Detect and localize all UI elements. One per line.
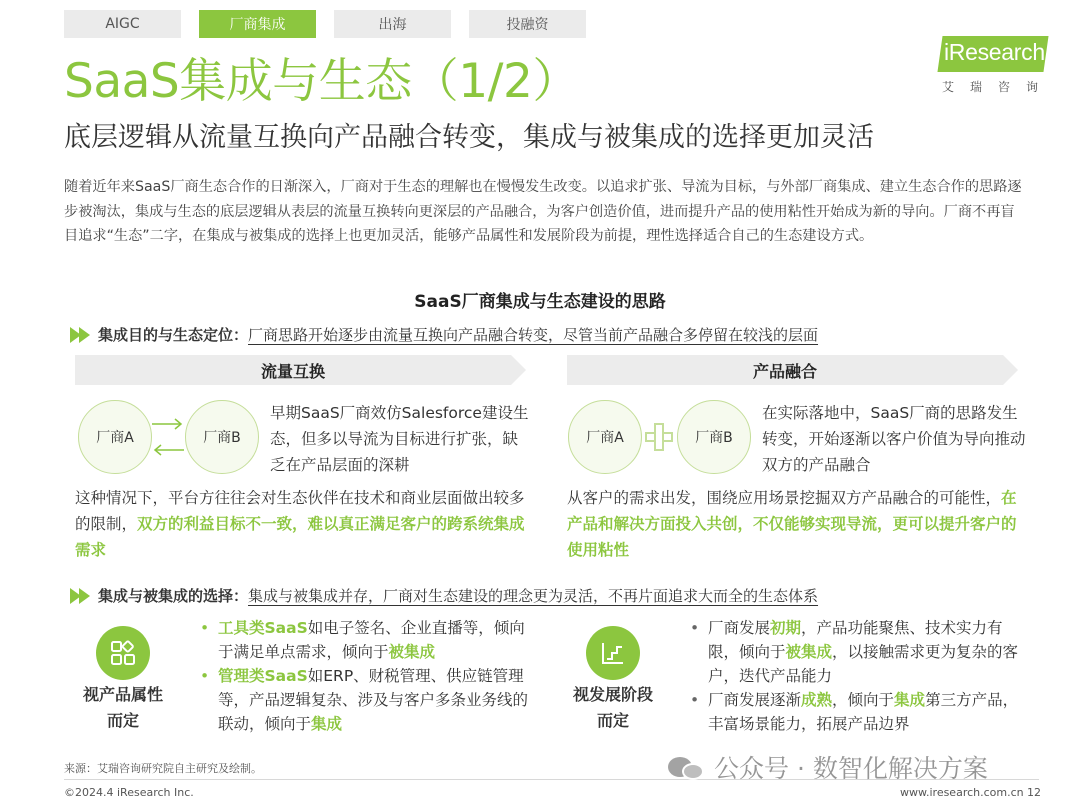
item-highlight: 管理类SaaS: [218, 667, 308, 685]
vendor-b-circle: 厂商B: [185, 400, 259, 474]
logo-cn: [934, 78, 1046, 95]
double-chevron-icon: [70, 327, 88, 343]
double-chevron-icon: [70, 588, 88, 604]
point-goal-desc: 厂商思路开始逐步由流量互换向产品融合转变，尽管当前产品融合多停留在较浅的层面: [248, 326, 819, 344]
item-text: ，以接触需求更为复杂的客户，迭代产品能力: [708, 643, 1019, 685]
point-choice-desc: 集成与被集成并存，厂商对生态建设的理念更为灵活，不再片面追求大而全的生态体系: [248, 587, 819, 605]
copyright: ©2024.4 iResearch Inc.: [64, 786, 194, 799]
point-goal-label: 集成目的与生态定位：: [98, 326, 249, 344]
point-choice-label: 集成与被集成的选择：: [98, 587, 249, 605]
banner-product-fusion: 产品融合: [567, 355, 1003, 385]
vendor-a-circle: 厂商A: [78, 400, 152, 474]
stage-label-line1: 视发展阶段: [572, 685, 653, 704]
wechat-icon: [668, 753, 706, 781]
item-highlight: 初期: [770, 619, 802, 637]
attr-label-line1: 视产品属性: [82, 685, 163, 704]
logo-text: iResearch: [944, 39, 1045, 65]
exchange-arrows-icon: [150, 414, 186, 460]
fusion-side-text: 在实际落地中，SaaS厂商的思路发生转变，开始逐渐以客户价值为导向推动双方的产品融合: [762, 404, 1026, 474]
growth-chart-icon: [586, 626, 640, 680]
stage-label: [558, 682, 668, 734]
item-highlight: 成熟: [801, 691, 833, 709]
item-text: 第三方产品，丰富场景能力，拓展产品边界: [708, 691, 1019, 733]
tab-overseas[interactable]: 出海: [334, 10, 451, 38]
website-url[interactable]: www.iresearch.com.cn: [900, 786, 1024, 799]
item-highlight: 工具类SaaS: [218, 619, 308, 637]
apps-grid-icon: [96, 626, 150, 680]
tab-aigc[interactable]: AIGC: [64, 10, 181, 38]
attr-list: [198, 616, 533, 736]
traffic-bottom-text: [75, 485, 535, 563]
traffic-side-text: 早期SaaS厂商效仿Salesforce建设生态，但多以导流为目标进行扩张，缺乏在产品层面的深耕: [270, 404, 529, 474]
logo-cn-char: 艾: [941, 80, 954, 94]
item-text: ，倾向于: [832, 691, 895, 709]
fusion-bottom-text: [567, 485, 1027, 563]
vendor-a-circle: 厂商A: [568, 400, 642, 474]
traffic-bottom-highlight: 双方的利益目标不一致，难以真正满足客户的跨系统集成需求: [75, 515, 525, 559]
item-text: 如电子签名、企业直播等，倾向于满足单点需求，倾向于: [218, 619, 525, 661]
fusion-bottom-highlight: 在产品和解决方面投入共创，不仅能够实现导流，更可以提升客户的使用粘性: [567, 489, 1017, 559]
logo-cn-char: 询: [1025, 80, 1038, 94]
page-number: 12: [1027, 786, 1041, 799]
item-text: 厂商发展: [708, 619, 771, 637]
watermark: [668, 749, 988, 785]
page-subtitle: 底层逻辑从流量互换向产品融合转变，集成与被集成的选择更加灵活: [64, 122, 874, 153]
source-note: 来源：艾瑞咨询研究院自主研究及绘制。: [64, 762, 262, 775]
list-item: [198, 664, 533, 736]
logo-cn-char: 咨: [997, 80, 1010, 94]
list-item: [198, 616, 533, 664]
tab-vendor-integration[interactable]: 厂商集成: [199, 10, 316, 38]
item-highlight: 被集成: [388, 643, 436, 661]
stage-list: [688, 616, 1028, 736]
iresearch-logo: [934, 36, 1046, 98]
section-title: SaaS厂商集成与生态建设的思路: [414, 292, 666, 312]
page-title: SaaS集成与生态（1/2）: [64, 54, 579, 109]
traffic-bottom-plain: 这种情况下，平台方往往会对生态伙伴在技术和商业层面做出较多的限制，: [75, 489, 525, 533]
logo-cn-char: 瑞: [969, 80, 982, 94]
watermark-text: 公众号 · 数智化解决方案: [714, 754, 988, 783]
fusion-bottom-plain: 从客户的需求出发，围绕应用场景挖掘双方产品融合的可能性，: [567, 489, 1002, 507]
attr-label: [68, 682, 178, 734]
plus-icon: [645, 423, 673, 451]
banner-traffic-exchange: 流量互换: [75, 355, 511, 385]
top-nav: [64, 10, 586, 38]
point-goal: [70, 324, 818, 345]
item-highlight: 集成: [894, 691, 926, 709]
intro-paragraph: 随着近年来SaaS厂商生态合作的日渐深入，厂商对于生态的理解也在慢慢发生改变。以追求扩张、导流为目标，与外部厂商集成、建立生态合作的思路逐步被淘汰，集成与生态的底层逻辑从表层的流量互换转向更深层的产品融合，为客户创造价值，进而提升产品的使用粘性开始成为新的导向。厂商不再盲目追求“生态”二字，在集成与被集成的选择上也更加灵活，能够产品属性和发展阶段为前提，理性选择适合自己的生态建设方式。: [64, 179, 1022, 244]
attr-label-line2: 而定: [106, 711, 139, 730]
list-item: [688, 688, 1028, 736]
vendor-b-circle: 厂商B: [677, 400, 751, 474]
list-item: [688, 616, 1028, 688]
item-highlight: 被集成: [785, 643, 833, 661]
point-choice: [70, 585, 818, 606]
item-text: 如ERP、财税管理、供应链管理等，产品逻辑复杂、涉及与客户多条业务线的联动，倾向于: [218, 667, 529, 733]
stage-label-line2: 而定: [596, 711, 629, 730]
item-text: 厂商发展逐渐: [708, 691, 802, 709]
item-text: ，产品功能聚焦、技术实力有限，倾向于: [708, 619, 1003, 661]
item-highlight: 集成: [311, 715, 343, 733]
tab-investment[interactable]: 投融资: [469, 10, 586, 38]
